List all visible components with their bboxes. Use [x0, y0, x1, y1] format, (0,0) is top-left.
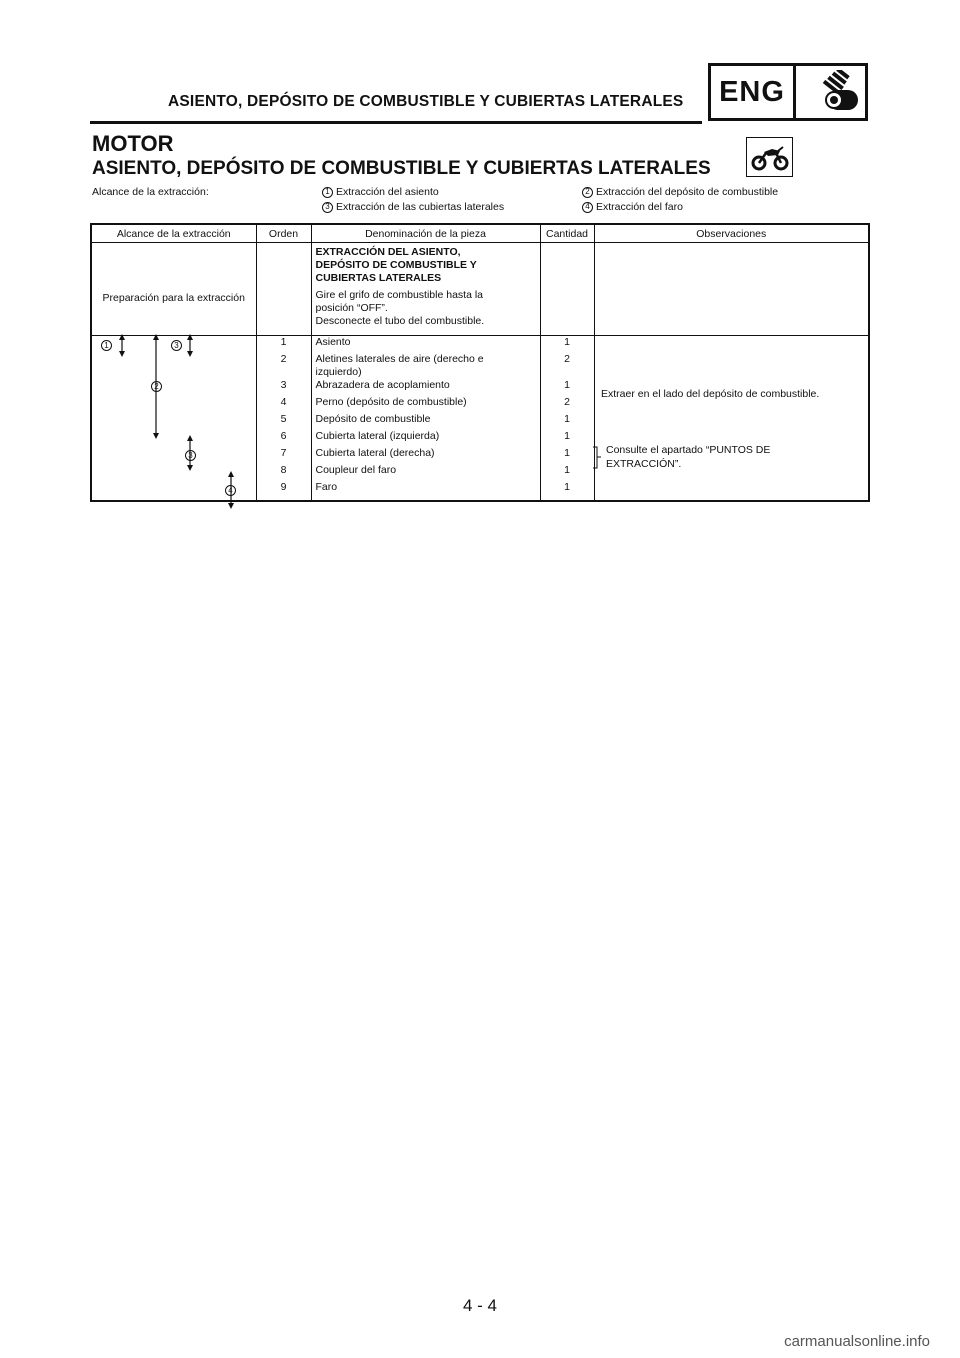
part-cell: Cubierta lateral (izquierda)	[311, 430, 540, 447]
order-cell: 9	[256, 481, 311, 498]
part-cell: Depósito de combustible	[311, 413, 540, 430]
number-badge: 3	[322, 202, 333, 213]
part-text: izquierdo)	[315, 366, 362, 378]
order-cell: 1	[256, 336, 311, 354]
preparation-label: Preparación para la extracción	[102, 292, 245, 304]
part-cell: Perno (depósito de combustible)	[311, 396, 540, 413]
column-header: Observaciones	[594, 224, 869, 243]
number-badge: 2	[582, 187, 593, 198]
scope-item-1	[322, 186, 439, 198]
note-line: Consulte el apartado “PUNTOS DE	[606, 444, 771, 456]
qty-cell: 1	[540, 464, 594, 481]
part-cell: Cubierta lateral (derecha)	[311, 447, 540, 464]
header-rule	[90, 121, 702, 124]
note-fuel-tank: Extraer en el lado del depósito de combustible.	[601, 388, 820, 400]
order-cell: 8	[256, 464, 311, 481]
qty-cell: 1	[540, 481, 594, 498]
scope-item-text: Extracción del asiento	[336, 186, 439, 198]
part-text: Aletines laterales de aire (derecho e	[315, 353, 484, 365]
scope-marker-3a: 3	[171, 340, 182, 351]
scope-label: Alcance de la extracción:	[92, 186, 209, 198]
scope-item-text: Extracción de las cubiertas laterales	[336, 201, 505, 213]
order-cell: 3	[256, 379, 311, 396]
footer-watermark: carmanualsonline.info	[784, 1333, 930, 1350]
scope-marker-2: 2	[151, 381, 162, 392]
qty-cell: 2	[540, 396, 594, 413]
bracket-icon	[592, 446, 602, 470]
scope-marker-1: 1	[101, 340, 112, 351]
eng-badge-label: ENG	[711, 66, 796, 118]
scope-marker-3b: 3	[185, 450, 196, 461]
order-cell: 2	[256, 353, 311, 379]
part-cell: Faro	[311, 481, 540, 498]
scope-marker-4: 4	[225, 485, 236, 496]
preparation-text-cell	[311, 243, 540, 336]
scope-item-2	[582, 186, 778, 198]
observations-cell	[594, 336, 869, 502]
part-cell: Coupleur del faro	[311, 464, 540, 481]
column-header: Cantidad	[540, 224, 594, 243]
column-header: Denominación de la pieza	[311, 224, 540, 243]
preparation-label-cell	[91, 243, 256, 336]
preparation-heading: DEPÓSITO DE COMBUSTIBLE Y	[315, 259, 477, 271]
running-header-title: ASIENTO, DEPÓSITO DE COMBUSTIBLE Y CUBIERTAS LATERALES	[168, 93, 684, 110]
part-cell: Abrazadera de acoplamiento	[311, 379, 540, 396]
part-cell: Asiento	[311, 336, 540, 354]
qty-cell: 1	[540, 379, 594, 396]
part-cell	[311, 353, 540, 379]
column-header: Alcance de la extracción	[91, 224, 256, 243]
qty-cell: 1	[540, 336, 594, 354]
order-cell: 4	[256, 396, 311, 413]
scope-item-text: Extracción del faro	[596, 201, 683, 213]
table-header-row	[91, 224, 869, 243]
preparation-step: Desconecte el tubo del combustible.	[315, 315, 485, 327]
number-badge: 1	[322, 187, 333, 198]
note-line: EXTRACCIÓN”.	[606, 458, 682, 470]
motorcycle-icon	[746, 137, 793, 177]
column-header: Orden	[256, 224, 311, 243]
note-side-covers	[606, 443, 770, 471]
eng-badge	[708, 63, 868, 121]
qty-cell: 1	[540, 430, 594, 447]
engine-piston-icon	[796, 66, 865, 118]
preparation-step: posición “OFF”.	[315, 302, 388, 314]
scope-item-4	[582, 201, 683, 213]
order-cell: 7	[256, 447, 311, 464]
section-title: ASIENTO, DEPÓSITO DE COMBUSTIBLE Y CUBIERTAS LATERALES	[92, 158, 711, 179]
scope-item-3	[322, 201, 504, 213]
preparation-heading: CUBIERTAS LATERALES	[315, 272, 442, 284]
scope-item-text: Extracción del depósito de combustible	[596, 186, 779, 198]
preparation-step: Gire el grifo de combustible hasta la	[315, 289, 484, 301]
preparation-row	[91, 243, 869, 336]
chapter-title: MOTOR	[92, 131, 174, 156]
number-badge: 4	[582, 202, 593, 213]
order-cell: 6	[256, 430, 311, 447]
page-number: 4 - 4	[462, 1296, 498, 1315]
qty-cell: 2	[540, 353, 594, 379]
qty-cell: 1	[540, 413, 594, 430]
order-cell: 5	[256, 413, 311, 430]
preparation-heading: EXTRACCIÓN DEL ASIENTO,	[315, 246, 461, 258]
qty-cell: 1	[540, 447, 594, 464]
